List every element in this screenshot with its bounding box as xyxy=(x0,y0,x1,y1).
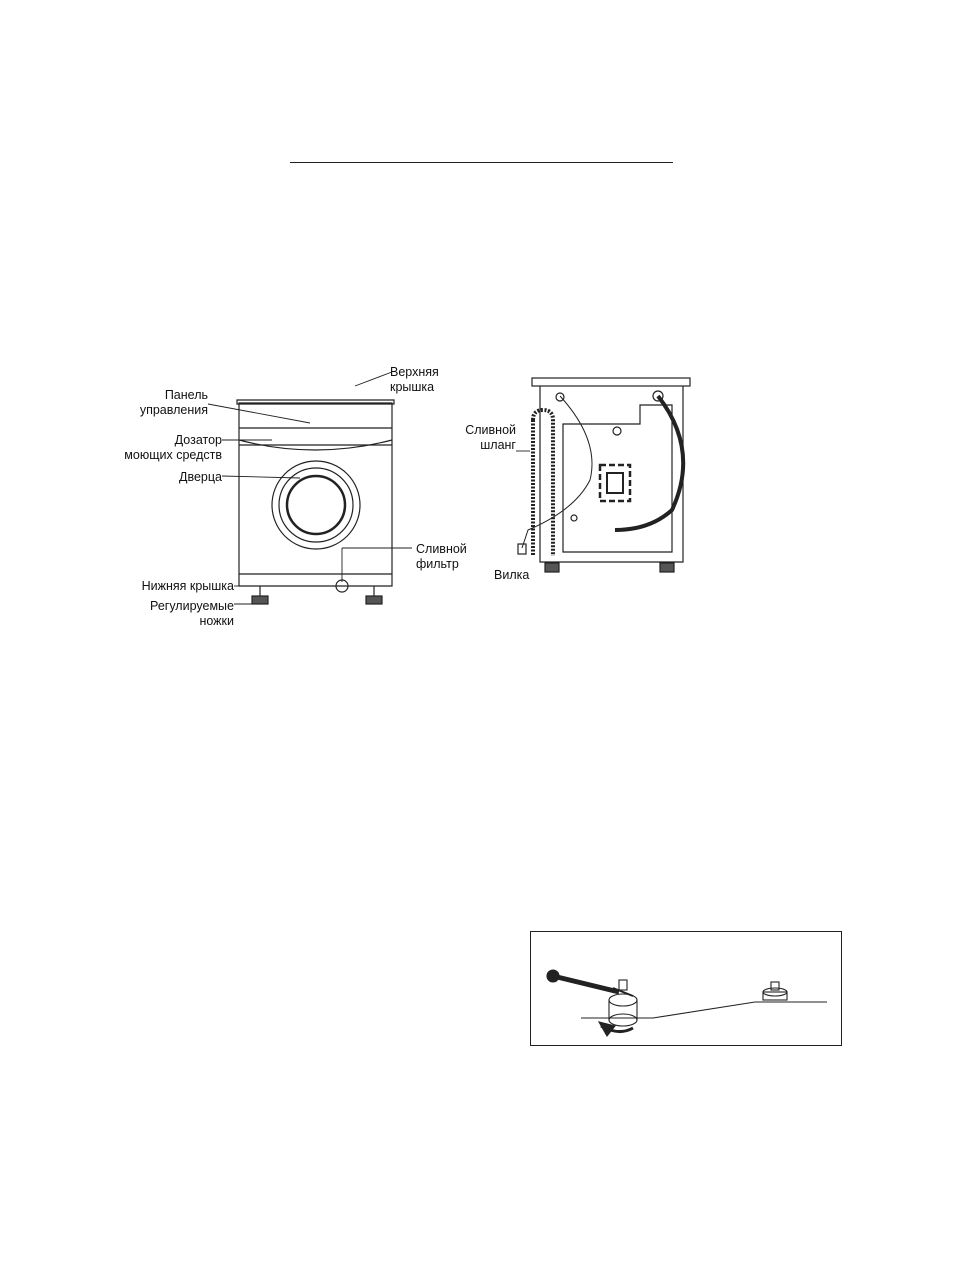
label-door: Дверца xyxy=(179,470,222,484)
wrench-and-foot-illustration xyxy=(531,932,843,1047)
label-plug: Вилка xyxy=(494,568,530,582)
label-detergent-dispenser: Дозатор моющих средств xyxy=(124,433,222,462)
label-drain-filter: Сливной фильтр xyxy=(416,542,467,571)
label-drain-hose: Сливной шланг xyxy=(465,423,516,452)
label-top-cover: Верхняя крышка xyxy=(390,365,439,394)
label-adjustable-feet: Регулируемые ножки xyxy=(150,599,234,628)
leveling-inset xyxy=(530,931,842,1046)
label-control-panel: Панель управления xyxy=(139,388,208,417)
label-bottom-cover: Нижняя крышка xyxy=(141,579,234,593)
